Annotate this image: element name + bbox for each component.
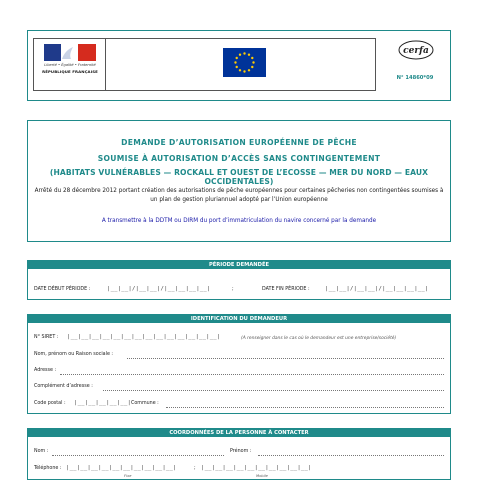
telephone-mobile-field[interactable]: |__|__|__|__|__|__|__|__|__|__| [201,465,312,471]
form-title-line3: (HABITATS VULNÉRABLES — ROCKALL ET OUEST DE L’ECOSSE — MER DU NORD — EAUX OCCIDENTALES) [49,168,429,186]
demandeur-heading: IDENTIFICATION DU DEMANDEUR [28,315,450,323]
eu-star-icon [234,61,236,63]
logo-name: RÉPUBLIQUE FRANÇAISE [42,69,98,74]
start-date-field[interactable]: |__|__|/|__|__|/|__|__|__|__| [107,286,211,292]
adresse-field[interactable] [60,374,444,375]
commune-label: Commune : [131,401,159,406]
telephone-label: Téléphone : [34,466,62,471]
telephone-separator: ; [194,466,196,471]
cerfa-logo-icon [398,40,434,60]
eu-star-icon [243,52,245,54]
eu-star-icon [236,66,238,68]
cerfa-number: N° 14860*09 [396,75,434,81]
mobile-sublabel: Mobile [256,474,268,478]
telephone-fixe-field[interactable]: |__|__|__|__|__|__|__|__|__|__| [66,465,177,471]
complement-adresse-field[interactable] [103,390,444,391]
siret-note: (A renseigner dans le cas où le demandeur est une entreprise/société) [241,336,397,341]
contact-prenom-label: Prénom : [230,449,252,454]
start-date-label: DATE DÉBUT PÉRIODE : [34,287,91,292]
logo-motto: Liberté • Égalité • Fraternité [44,63,96,67]
complement-adresse-label: Complément d’adresse : [34,384,93,389]
periode-heading: PÉRIODE DEMANDÉE [28,261,450,269]
eu-star-icon [248,54,250,56]
contact-nom-label: Nom : [34,449,49,454]
eu-flag-icon [223,48,266,77]
eu-star-icon [251,66,253,68]
date-separator: ; [232,287,234,292]
eu-star-icon [243,70,245,72]
eu-star-icon [252,61,254,63]
contact-heading: COORDONNÉES DE LA PERSONNE À CONTACTER [28,429,450,437]
contact-nom-field[interactable] [52,455,224,456]
periode-section [27,260,451,300]
nom-raison-sociale-label: Nom, prénom ou Raison sociale : [34,352,114,357]
end-date-label: DATE FIN PÉRIODE : [262,287,310,292]
eu-star-icon [239,54,241,56]
contact-prenom-field[interactable] [258,455,444,456]
code-postal-label: Code postal : [34,401,66,406]
cerfa-logo-text: cerfa [403,46,429,56]
fixe-sublabel: Fixe [124,474,132,478]
siret-label: N° SIRET : [34,335,59,340]
transmit-instruction: A transmettre à la DDTM ou DIRM du port d’immatriculation du navire concerné par la demande [101,218,377,224]
eu-star-icon [239,69,241,71]
eu-star-icon [251,57,253,59]
code-postal-field[interactable]: |__|__|__|__|__| [74,400,132,406]
eu-star-icon [236,57,238,59]
adresse-label: Adresse : [34,368,57,373]
siret-field[interactable]: |__|__|__|__|__|__|__|__|__|__|__|__|__|__| [67,334,221,340]
commune-field[interactable] [166,407,444,408]
form-title-line1: DEMANDE D’AUTORISATION EUROPÉENNE DE PÊCHE [121,138,357,147]
nom-raison-sociale-field[interactable] [127,358,444,359]
contact-section [27,428,451,480]
marianne-flag-icon [44,44,96,61]
arrete-text: Arrêté du 28 décembre 2012 portant création des autorisations de pêche européennes pour certaines pêcheries non contingentées soumises à un plan de gestion pluriannuel adopté par l’Union européenne [34,188,444,204]
eu-star-icon [248,69,250,71]
end-date-field[interactable]: |__|__|/|__|__|/|__|__|__|__| [325,286,429,292]
form-title-line2: SOUMISE À AUTORISATION D’ACCÈS SANS CONTINGENTEMENT [97,154,381,163]
demandeur-section [27,314,451,414]
